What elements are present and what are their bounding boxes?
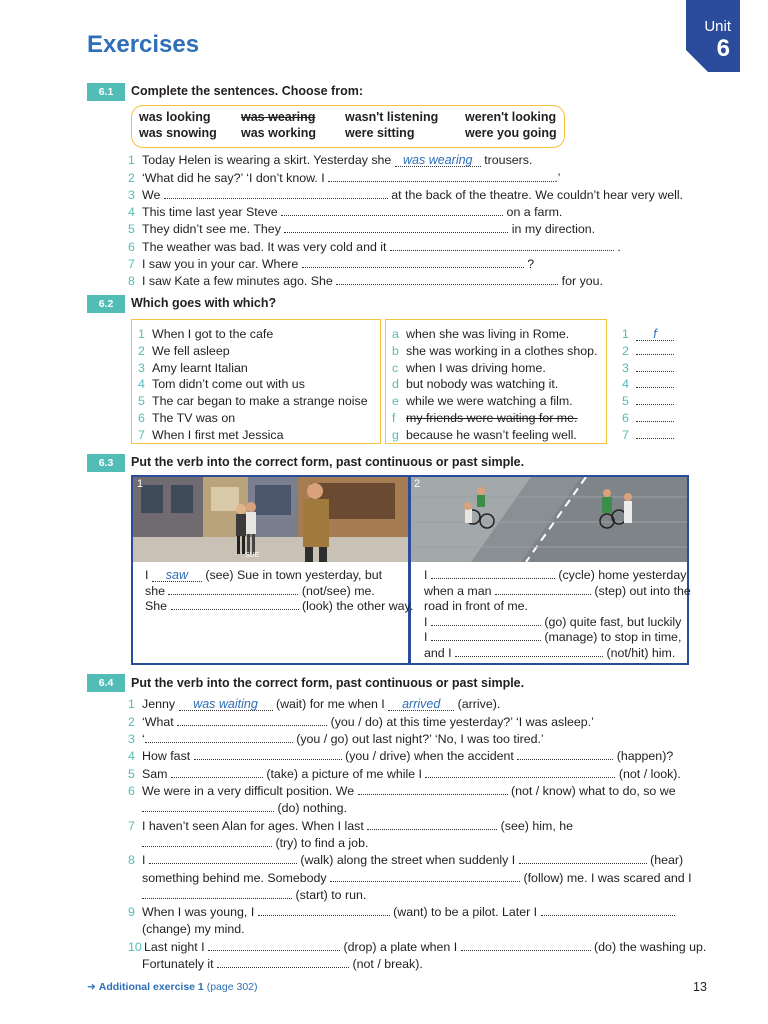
choice-word: were you going	[465, 126, 557, 140]
match-left-item: 5 The car began to make a strange noise	[138, 394, 368, 408]
choice-word: weren't looking	[465, 110, 557, 124]
answer-field[interactable]	[336, 274, 558, 285]
exercise-item: 1 Today Helen is wearing a skirt. Yesterday she was wearing trousers.	[128, 153, 533, 167]
answer-field[interactable]	[519, 853, 647, 864]
arrow-icon: ➜	[87, 981, 96, 993]
exercise-instruction-6-3: Put the verb into the correct form, past continuous or past simple.	[131, 455, 525, 469]
match-answer-row: 2	[622, 343, 674, 359]
answer-field[interactable]	[164, 188, 388, 199]
answer-field[interactable]	[636, 394, 674, 405]
answer-field[interactable]	[431, 568, 555, 579]
exercise-instruction-6-1: Complete the sentences. Choose from:	[131, 84, 363, 98]
answer-field[interactable]	[142, 888, 292, 899]
exercise-item: Fortunately it (not / break).	[142, 957, 423, 971]
match-answer-row: 6	[622, 410, 674, 426]
match-right-item-used: f my friends were waiting for me.	[392, 411, 578, 425]
choice-word: wasn't listening	[345, 110, 439, 124]
exercise-badge-6-1: 6.1	[87, 83, 125, 101]
answer-field[interactable]: was wearing	[395, 154, 481, 167]
answer-field[interactable]	[495, 584, 591, 595]
answer-field[interactable]: arrived	[388, 698, 454, 711]
match-left-item: 4 Tom didn’t come out with us	[138, 377, 305, 391]
match-left-item: 7 When I first met Jessica	[138, 428, 284, 442]
picture-text-line: she (not/see) me.	[145, 584, 375, 598]
answer-field[interactable]	[517, 749, 613, 760]
answer-field[interactable]	[390, 240, 614, 251]
choice-word: was snowing	[139, 126, 217, 140]
exercise-item: 4 How fast (you / drive) when the accident (happen)?	[128, 749, 674, 763]
answer-field[interactable]: f	[636, 328, 674, 341]
answer-field[interactable]	[168, 584, 298, 595]
unit-tab	[686, 0, 740, 72]
answer-field[interactable]	[541, 905, 675, 916]
picture-text-line: She (look) the other way.	[145, 599, 414, 613]
answer-field[interactable]	[431, 630, 541, 641]
exercise-instruction-6-4: Put the verb into the correct form, past continuous or past simple.	[131, 676, 525, 690]
match-right-item: a when she was living in Rome.	[392, 327, 570, 341]
answer-field[interactable]	[636, 361, 674, 372]
picture-number: 1	[137, 478, 144, 490]
exercise-item: 4 This time last year Steve on a farm.	[128, 205, 563, 219]
match-answer-row: 1 f	[622, 326, 674, 342]
page-number: 13	[693, 980, 707, 994]
match-answer-row: 5	[622, 393, 674, 409]
picture-text-line: and I (not/hit) him.	[424, 646, 676, 660]
cyclist-illustration	[411, 477, 687, 562]
answer-field[interactable]	[636, 377, 674, 388]
answer-field[interactable]: was waiting	[179, 698, 273, 711]
exercise-badge-6-3: 6.3	[87, 454, 125, 472]
answer-field[interactable]	[194, 749, 342, 760]
answer-field[interactable]	[330, 871, 520, 882]
picture-text-line: road in front of me.	[424, 599, 528, 613]
match-right-item: b she was working in a clothes shop.	[392, 344, 598, 358]
exercise-item: 2 ‘What (you / do) at this time yesterday?’ ‘I was asleep.’	[128, 715, 594, 729]
exercise-item: 1 Jenny was waiting (wait) for me when I arrived (arrive).	[128, 697, 501, 711]
answer-field[interactable]	[208, 940, 340, 951]
answer-field[interactable]	[145, 732, 293, 743]
answer-field[interactable]	[177, 715, 327, 726]
exercise-item: 7 I saw you in your car. Where ?	[128, 257, 535, 271]
additional-exercise-link[interactable]: ➜ Additional exercise 1 (page 302)	[87, 981, 258, 993]
exercise-item: (try) to find a job.	[128, 835, 368, 851]
answer-field[interactable]	[636, 411, 674, 422]
match-left-item: 1 When I got to the cafe	[138, 327, 274, 341]
answer-field[interactable]	[328, 171, 554, 182]
sue-label: SUE	[245, 552, 260, 559]
exercise-item: 5 They didn’t see me. They in my direction.	[128, 222, 596, 236]
match-right-item: e while we were watching a film.	[392, 394, 573, 408]
picture-text-line: I saw (see) Sue in town yesterday, but	[145, 568, 383, 582]
answer-field[interactable]	[284, 222, 508, 233]
street-illustration	[133, 477, 408, 562]
match-right-item: d but nobody was watching it.	[392, 377, 559, 391]
match-left-item: 2 We fell asleep	[138, 344, 230, 358]
answer-field[interactable]	[358, 784, 508, 795]
exercise-item: 3 We at the back of the theatre. We couldn’t hear very well.	[128, 188, 684, 202]
exercise-item: 3 ‘ (you / go) out last night?’ ‘No, I was too tired.’	[128, 732, 544, 746]
match-answer-row: 3	[622, 360, 674, 376]
picture-number: 2	[414, 478, 421, 490]
exercise-item: 5 Sam (take) a picture of me while I (not / look).	[128, 767, 681, 781]
answer-field[interactable]	[281, 205, 503, 216]
answer-field[interactable]	[367, 819, 497, 830]
answer-field[interactable]	[258, 905, 390, 916]
picture-text-line: when a man (step) out into the	[424, 584, 691, 598]
unit-label: Unit	[704, 18, 731, 35]
answer-field[interactable]: saw	[152, 569, 202, 582]
answer-field[interactable]	[431, 615, 541, 626]
answer-field[interactable]	[142, 801, 274, 812]
answer-field[interactable]	[149, 853, 297, 864]
match-answer-row: 7	[622, 427, 674, 443]
answer-field[interactable]	[636, 344, 674, 355]
picture-divider	[408, 475, 411, 665]
answer-field[interactable]	[142, 836, 272, 847]
answer-field[interactable]	[461, 940, 591, 951]
answer-field[interactable]	[636, 428, 674, 439]
exercise-item: (change) my mind.	[142, 922, 245, 936]
answer-field[interactable]	[217, 957, 349, 968]
exercise-item: 9 When I was young, I (want) to be a pilot. Later I	[128, 904, 675, 920]
choice-word: were sitting	[345, 126, 415, 140]
match-answer-row: 4	[622, 376, 674, 392]
page-title: Exercises	[87, 31, 200, 58]
choice-word-used: was wearing	[241, 110, 316, 124]
choice-word: was looking	[139, 110, 211, 124]
match-right-item: c when I was driving home.	[392, 361, 546, 375]
exercise-item: 10 Last night I (drop) a plate when I (do) the washing up.	[128, 940, 707, 954]
exercise-instruction-6-2: Which goes with which?	[131, 296, 277, 310]
match-left-item: 6 The TV was on	[138, 411, 236, 425]
answer-field[interactable]	[302, 257, 524, 268]
answer-field[interactable]	[171, 599, 299, 610]
exercise-item: (do) nothing.	[128, 800, 347, 816]
exercise-item: (start) to run.	[128, 887, 366, 903]
exercise-item: 7 I haven’t seen Alan for ages. When I last (see) him, he	[128, 819, 573, 833]
exercise-item: 6 The weather was bad. It was very cold and it .	[128, 240, 621, 254]
answer-field[interactable]	[171, 767, 263, 778]
exercise-badge-6-2: 6.2	[87, 295, 125, 313]
exercise-item: 2 ‘What did he say?’ ‘I don’t know. I .’	[128, 171, 561, 185]
choice-word: was working	[241, 126, 317, 140]
exercise-item: 8 I (walk) along the street when suddenly I (hear)	[128, 853, 684, 867]
picture-text-line: I (cycle) home yesterday	[424, 568, 687, 582]
match-right-item: g because he wasn’t feeling well.	[392, 428, 577, 442]
match-left-item: 3 Amy learnt Italian	[138, 361, 248, 375]
exercise-item: 8 I saw Kate a few minutes ago. She for you.	[128, 274, 603, 288]
picture-text-line: I (go) quite fast, but luckily	[424, 615, 682, 629]
exercise-item: 6 We were in a very difficult position. We (not / know) what to do, so we	[128, 784, 676, 798]
exercise-item: something behind me. Somebody (follow) me. I was scared and I	[142, 871, 692, 885]
exercise-badge-6-4: 6.4	[87, 674, 125, 692]
unit-number: 6	[716, 35, 730, 62]
answer-field[interactable]	[455, 646, 603, 657]
picture-text-line: I (manage) to stop in time,	[424, 630, 682, 644]
answer-field[interactable]	[425, 767, 615, 778]
